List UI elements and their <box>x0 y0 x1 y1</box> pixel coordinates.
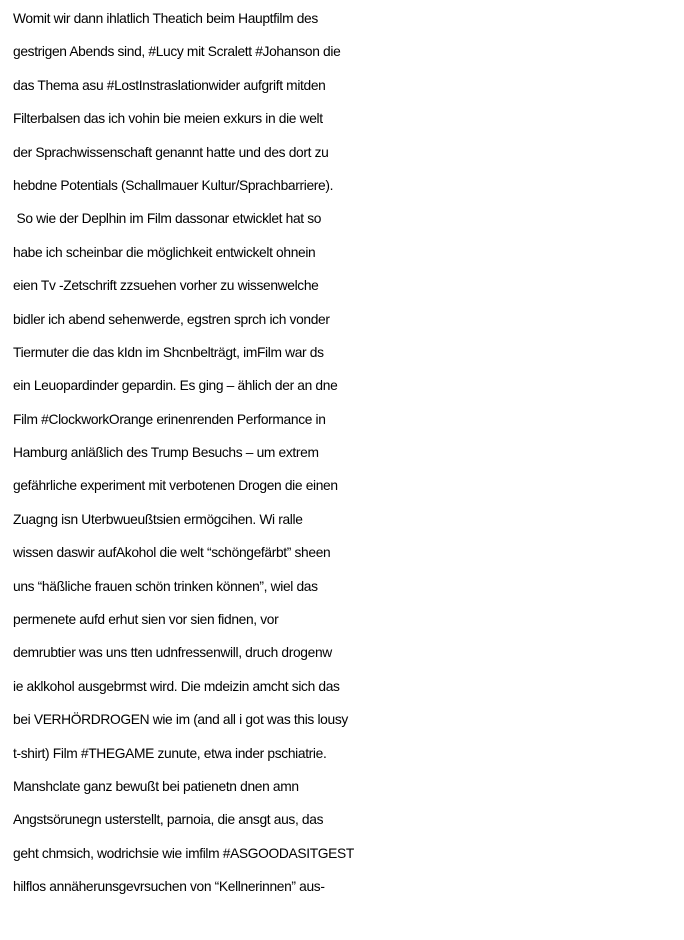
text-line: hebdne Potentials (Schallmauer Kultur/Sprachbarriere). <box>13 177 334 193</box>
text-line: geht chmsich, wodrichsie wie imfilm #ASGOODASITGEST <box>13 845 354 861</box>
text-line: Zuagng isn Uterbwueußtsien ermögcihen. Wi ralle <box>13 511 303 527</box>
text-line: t-shirt) Film #THEGAME zunute, etwa inder pschiatrie. <box>13 745 327 761</box>
body-text <box>13 2 681 904</box>
text-line: gefährliche experiment mit verbotenen Drogen die einen <box>13 478 338 494</box>
text-line: bidler ich abend sehenwerde, egstren sprch ich vonder <box>13 311 330 327</box>
text-line: eien Tv -Zetschrift zzsuehen vorher zu wissenwelche <box>13 278 319 294</box>
text-line: das Thema asu #LostInstraslationwider aufgrift mitden <box>13 77 326 93</box>
text-line: wissen daswir aufAkohol die welt “schöngefärbt” sheen <box>13 545 331 561</box>
text-line: Womit wir dann ihlatlich Theatich beim Hauptfilm des <box>13 11 318 26</box>
text-line: der Sprachwissenschaft genannt hatte und des dort zu <box>13 144 329 160</box>
text-line: Angstsörunegn usterstellt, parnoia, die ansgt aus, das <box>13 812 324 828</box>
text-line: gestrigen Abends sind, #Lucy mit Scralett #Johanson die <box>13 44 341 60</box>
text-line: hilflos annäherunsgevrsuchen von “Kellnerinnen” aus- <box>13 879 325 895</box>
text-line: Hamburg anläßlich des Trump Besuchs – um extrem <box>13 445 319 461</box>
text-line: Filterbalsen das ich vohin bie meien exkurs in die welt <box>13 111 323 127</box>
text-line: uns “häßliche frauen schön trinken können”, wiel das <box>13 578 318 594</box>
text-line: Film #ClockworkOrange erinenrenden Performance in <box>13 411 326 427</box>
text-line: bei VERHÖRDROGEN wie im (and all i got was this lousy <box>13 712 348 728</box>
text-line: Tiermuter die das kIdn im Shcnbelträgt, imFilm war ds <box>13 344 324 360</box>
text-line: Manshclate ganz bewußt bei patienetn dnen amn <box>13 778 299 794</box>
text-line: habe ich scheinbar die möglichkeit entwickelt ohnein <box>13 244 316 260</box>
text-line: permenete aufd erhut sien vor sien fidnen, vor <box>13 612 279 628</box>
text-line: So wie der Deplhin im Film dassonar etwicklet hat so <box>13 211 322 227</box>
text-line: demrubtier was uns tten udnfressenwill, druch drogenw <box>13 645 332 661</box>
text-line: ein Leuopardinder gepardin. Es ging – ählich der an dne <box>13 378 338 394</box>
text-line: ie aklkohol ausgebrmst wird. Die mdeizin amcht sich das <box>13 678 340 694</box>
